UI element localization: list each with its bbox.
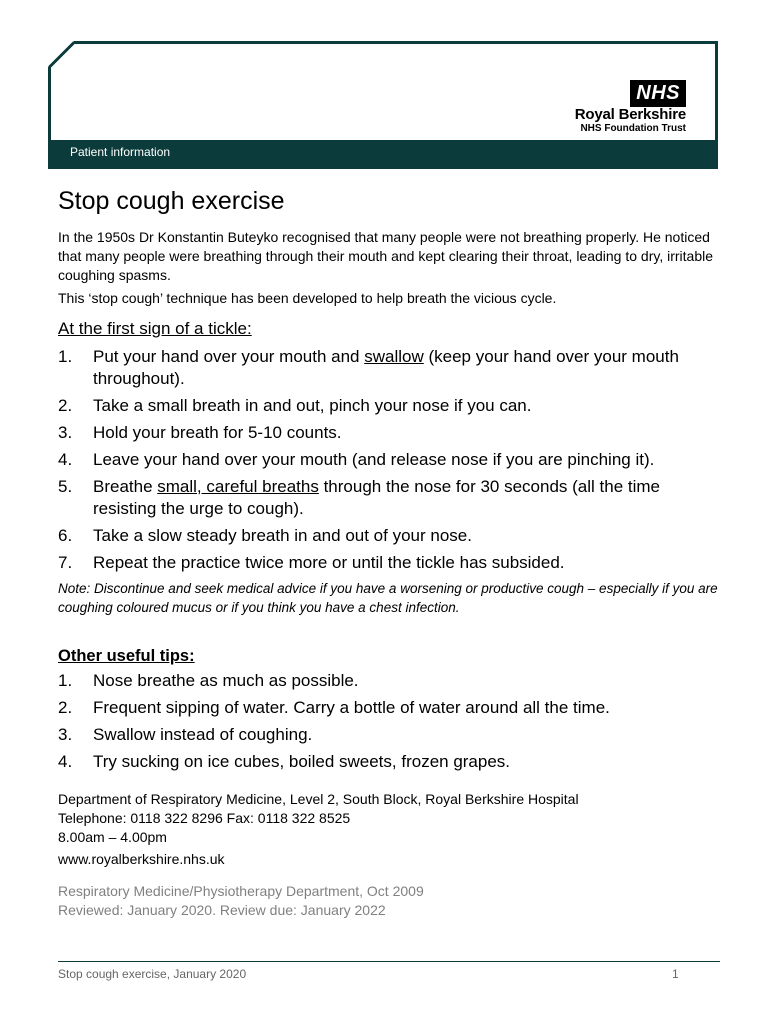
tip-item <box>58 670 718 692</box>
footer-title: Stop cough exercise, January 2020 <box>58 967 247 981</box>
step-item <box>58 552 718 574</box>
tip-text: Nose breathe as much as possible. <box>93 671 359 690</box>
document-body <box>58 186 718 920</box>
website-link[interactable]: www.royalberkshire.nhs.uk <box>58 851 225 867</box>
org-name: Royal Berkshire <box>574 106 686 123</box>
tip-number: 3. <box>58 725 73 744</box>
tip-number: 1. <box>58 671 73 690</box>
opening-hours: 8.00am – 4.00pm <box>58 829 167 845</box>
step-item <box>58 346 718 390</box>
intro-paragraph: In the 1950s Dr Konstantin Buteyko recognised that many people were not breathing properly. He noticed that many people were breathing through their mouth and kept clearing their throat, leading to dry, irritable coughing spasms. <box>58 229 714 283</box>
step-text: Leave your hand over your mouth (and release nose if you are pinching it). <box>93 450 655 469</box>
first-sign-heading: At the first sign of a tickle: <box>58 319 252 338</box>
tip-item <box>58 697 718 719</box>
step-item <box>58 476 718 520</box>
tip-text: Swallow instead of coughing. <box>93 725 313 744</box>
step-item <box>58 525 718 547</box>
tip-text: Frequent sipping of water. Carry a bottle of water around all the time. <box>93 698 610 717</box>
step-number: 3. <box>58 423 73 442</box>
department-address: Department of Respiratory Medicine, Level 2, South Block, Royal Berkshire Hospital <box>58 791 579 807</box>
step-text: Breathe small, careful breaths through the nose for 30 seconds (all the time resisting the urge to cough). <box>93 477 660 518</box>
tip-text: Try sucking on ice cubes, boiled sweets, frozen grapes. <box>93 752 511 771</box>
org-subtitle: NHS Foundation Trust <box>580 123 686 134</box>
step-text: Hold your breath for 5-10 counts. <box>93 423 342 442</box>
intro-paragraph-2: This ‘stop cough’ technique has been developed to help breath the vicious cycle. <box>58 290 557 306</box>
page-title: Stop cough exercise <box>58 187 285 215</box>
step-number: 2. <box>58 396 73 415</box>
step-number: 4. <box>58 450 73 469</box>
step-number: 7. <box>58 553 73 572</box>
telephone-fax: Telephone: 0118 322 8296 Fax: 0118 322 8525 <box>58 810 351 826</box>
step-number: 5. <box>58 477 73 496</box>
step-text: Put your hand over your mouth and swallow (keep your hand over your mouth throughout). <box>93 347 679 388</box>
step-item <box>58 449 718 471</box>
nhs-logo-mark: NHS <box>630 80 686 107</box>
patient-information-bar <box>48 140 718 169</box>
step-text: Take a small breath in and out, pinch your nose if you can. <box>93 396 532 415</box>
step-item <box>58 422 718 444</box>
document-meta <box>58 882 718 920</box>
emphasis-underline: swallow <box>364 347 424 366</box>
step-text: Repeat the practice twice more or until the tickle has subsided. <box>93 553 565 572</box>
tip-number: 4. <box>58 752 73 771</box>
tip-number: 2. <box>58 698 73 717</box>
review-dates: Reviewed: January 2020. Review due: January 2022 <box>58 902 386 918</box>
step-number: 6. <box>58 526 73 545</box>
footer-divider <box>58 961 720 962</box>
emphasis-underline: small, careful breaths <box>157 477 319 496</box>
source-department: Respiratory Medicine/Physiotherapy Department, Oct 2009 <box>58 883 424 899</box>
steps-list <box>58 346 718 574</box>
step-text: Take a slow steady breath in and out of your nose. <box>93 526 472 545</box>
tip-item <box>58 751 718 773</box>
tip-item <box>58 724 718 746</box>
patient-information-label: Patient information <box>70 145 171 159</box>
step-item <box>58 395 718 417</box>
page-number: 1 <box>672 967 679 981</box>
medical-note: Note: Discontinue and seek medical advice if you have a worsening or productive cough – especially if you are coughing coloured mucus or if you think you have a chest infection. <box>58 581 718 615</box>
contact-block <box>58 790 718 847</box>
step-number: 1. <box>58 347 73 366</box>
tips-list <box>58 670 718 773</box>
tips-heading: Other useful tips: <box>58 647 195 665</box>
nhs-logo <box>560 80 690 136</box>
